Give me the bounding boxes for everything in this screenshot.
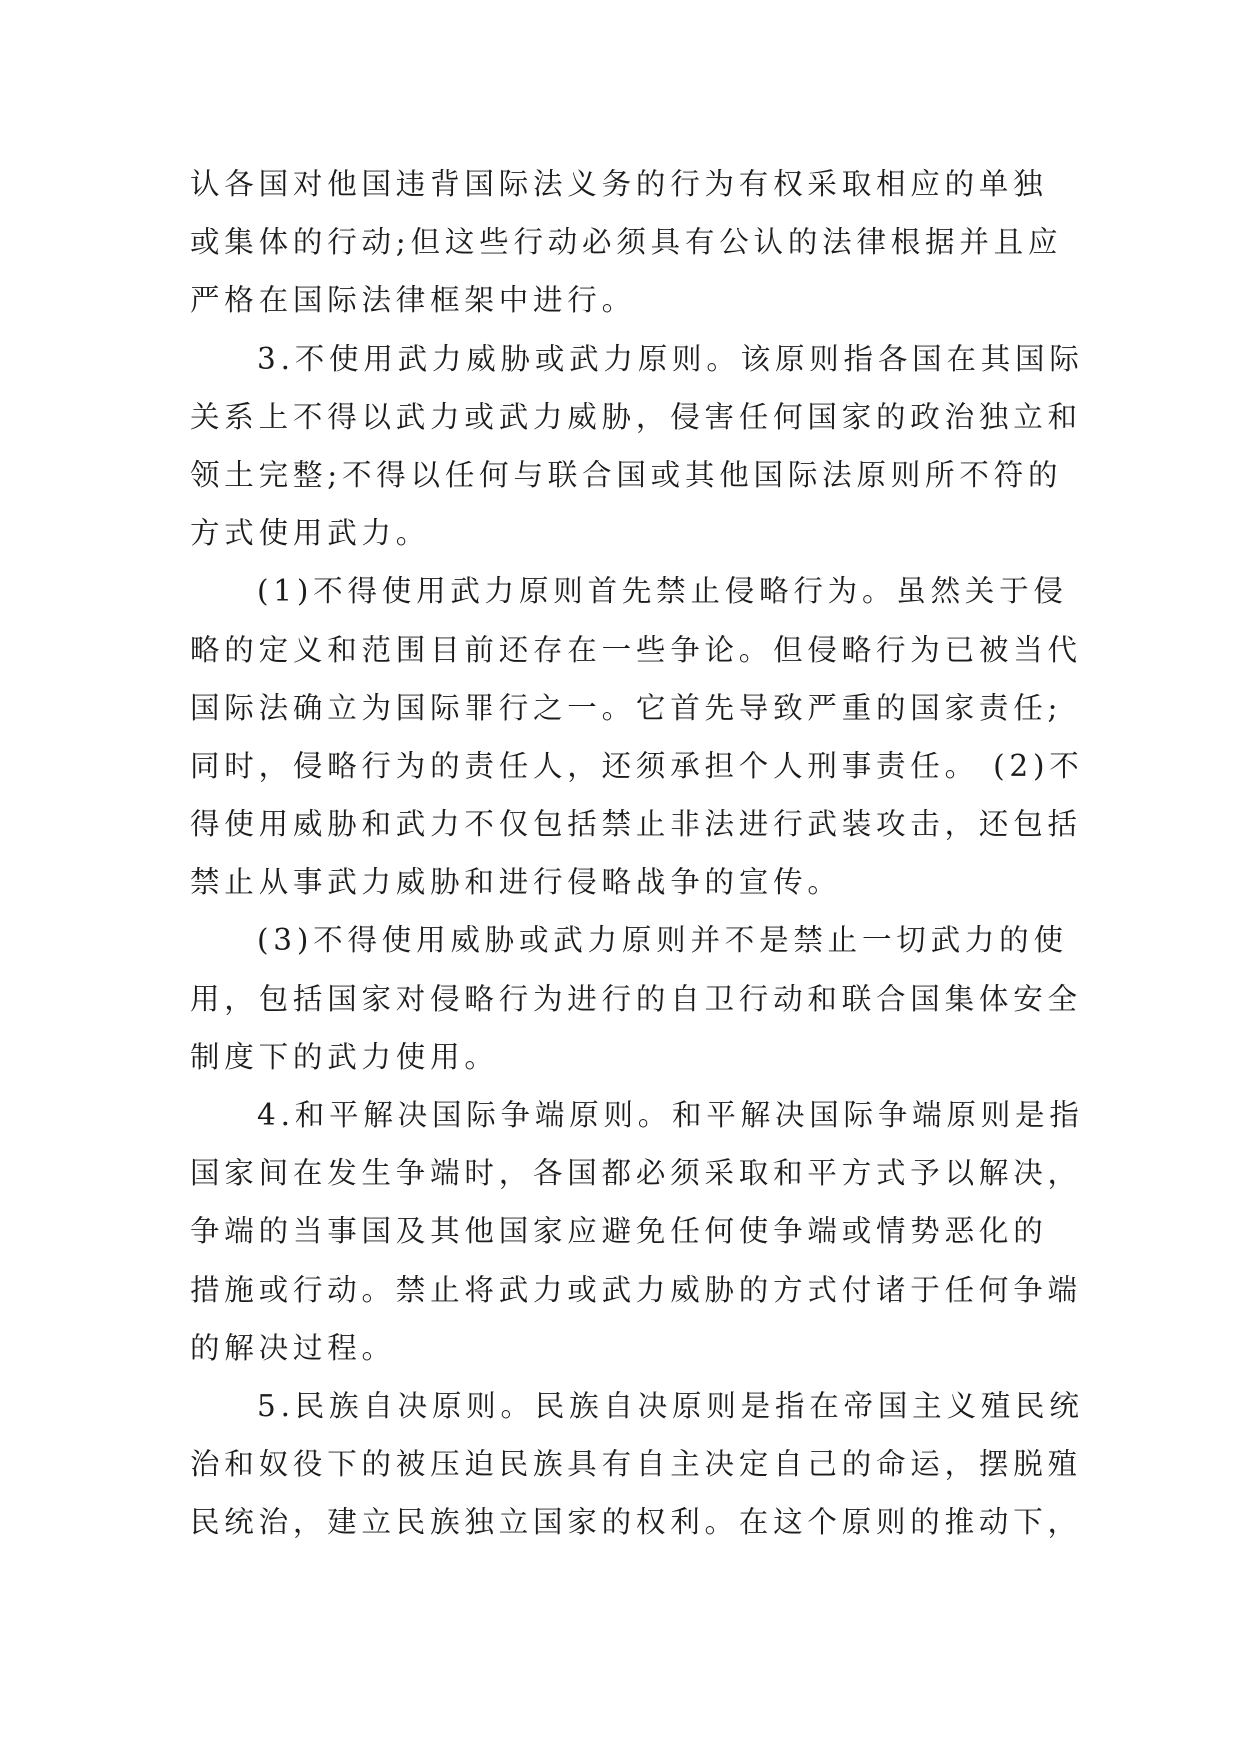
text-line: 争端的当事国及其他国家应避免任何使争端或情势恶化的 — [190, 1214, 1048, 1249]
text-line: (1)不得使用武力原则首先禁止侵略行为。虽然关于侵 — [257, 574, 1068, 609]
paragraph — [190, 155, 1063, 330]
text-line: 4.和平解决国际争端原则。和平解决国际争端原则是指 — [257, 1098, 1084, 1132]
text-line: 措施或行动。禁止将武力或武力威胁的方式付诸于任何争端 — [190, 1272, 1082, 1307]
text-line: 严格在国际法律框架中进行。 — [190, 283, 636, 318]
text-line: 同时，侵略行为的责任人，还须承担个人刑事责任。 (2)不 — [190, 748, 1084, 783]
text-line: 治和奴役下的被压迫民族具有自主决定自己的命运，摆脱殖 — [190, 1447, 1082, 1482]
paragraph — [190, 562, 1084, 911]
text-line: 制度下的武力使用。 — [190, 1039, 499, 1074]
text-line: (3)不得使用威胁或武力原则并不是禁止一切武力的使 — [257, 923, 1068, 958]
text-line: 禁止从事武力威胁和进行侵略战争的宣传。 — [190, 865, 842, 900]
text-line: 认各国对他国违背国际法义务的行为有权采取相应的单独 — [190, 167, 1048, 201]
text-line: 民统治，建立民族独立国家的权利。在这个原则的推动下， — [190, 1505, 1082, 1540]
text-line: 国际法确立为国际罪行之一。它首先导致严重的国家责任; — [190, 690, 1063, 725]
text-line: 关系上不得以武力或武力威胁，侵害任何国家的政治独立和 — [190, 399, 1082, 434]
text-line: 3.不使用武力威胁或武力原则。该原则指各国在其国际 — [257, 341, 1084, 376]
text-line: 方式使用武力。 — [190, 516, 431, 551]
text-line: 得使用威胁和武力不仅包括禁止非法进行武装攻击，还包括 — [190, 807, 1082, 842]
paragraph — [190, 330, 1084, 563]
text-line: 或集体的行动;但这些行动必须具有公认的法律根据并且应 — [190, 225, 1063, 260]
text-line: 领土完整;不得以任何与联合国或其他国际法原则所不符的 — [190, 457, 1063, 492]
text-line: 5.民族自决原则。民族自决原则是指在帝国主义殖民统 — [257, 1388, 1084, 1423]
paragraph — [190, 1086, 1084, 1377]
paragraph — [190, 911, 1082, 1086]
text-line: 用，包括国家对侵略行为进行的自卫行动和联合国集体安全 — [190, 981, 1082, 1016]
text-line: 的解决过程。 — [190, 1330, 396, 1365]
text-line: 略的定义和范围目前还存在一些争论。但侵略行为已被当代 — [190, 632, 1082, 667]
body-text — [190, 155, 1084, 1552]
paragraph — [190, 1377, 1084, 1552]
text-line: 国家间在发生争端时，各国都必须采取和平方式予以解决， — [190, 1156, 1082, 1191]
